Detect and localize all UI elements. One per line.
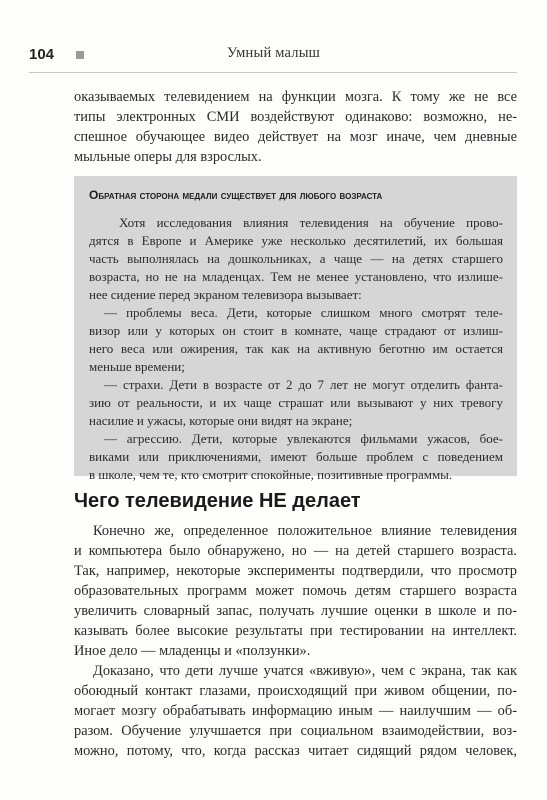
sidebar-line: виками или приключениями, имеют больше проблем с поведением: [89, 449, 503, 464]
text-line: разом. Обучение улучшается при социальном взаимодействии, воз-: [74, 723, 517, 739]
header-rule: [29, 72, 517, 73]
sidebar-line: дятся в Европе и Америке уже несколько десятилетий, их большая: [89, 233, 503, 248]
text-line: типы электронных СМИ воздействуют одинаково: возможно, не-: [74, 109, 517, 125]
section-heading: Чего телевидение НЕ делает: [74, 490, 361, 512]
sidebar-box: [74, 176, 517, 482]
sidebar-line: нее сидение перед экраном телевизора вызывает:: [89, 287, 362, 302]
text-line: обоюдный контакт глазами, происходящий при живом общении, по-: [74, 683, 517, 699]
sidebar-line: в школе, чем те, кто смотрит спокойные, позитивные программы.: [89, 467, 453, 482]
sidebar-line: него веса или ожирения, так как на активную беготню им остается: [89, 341, 503, 356]
text-line: можно, потому, что, когда рассказ читает сидящий рядом человек,: [74, 743, 517, 759]
sidebar-line: визор или у которых он стоит в комнате, чаще страдают от излиш-: [89, 323, 503, 338]
text-line: Доказано, что дети лучше учатся «вживую», чем с экрана, так как: [93, 663, 517, 679]
sidebar-line: часть выполнялась на дошкольниках, а чаще — на детях старшего: [89, 251, 503, 266]
sidebar-line: — проблемы веса. Дети, которые слишком много смотрят теле-: [104, 305, 503, 320]
sidebar-line: насилие и ужасы, которые они видят на экране;: [89, 413, 353, 428]
text-line: Иное дело — младенцы и «ползунки».: [74, 643, 311, 659]
text-line: Конечно же, определенное положительное влияние телевидения: [93, 523, 517, 539]
sidebar-line: зию от реальности, и их чаще страшат или вызывают у них тревогу: [89, 395, 503, 410]
sidebar-title: Обратная сторона медали существует для любого возраста: [89, 188, 383, 202]
sidebar-line: меньше времени;: [89, 359, 185, 374]
sidebar-line: — страхи. Дети в возрасте от 2 до 7 лет не могут отделить фанта-: [104, 377, 503, 392]
text-line: Так, например, некоторые эксперименты подтвердили, что просмотр: [74, 563, 517, 579]
text-line: увеличить словарный запас, получать лучшие оценки в школе и по-: [74, 603, 517, 619]
sidebar-line: возраста, но не на младенцах. Тем не менее установлено, что излише-: [89, 269, 503, 284]
intro-paragraph: [74, 87, 517, 167]
text-line: образовательных программ может помочь детям старшего возраста: [74, 583, 517, 599]
text-line: и компьютера было обнаружено, но — на детей старшего возраста.: [74, 543, 517, 559]
sidebar-line: Хотя исследования влияния телевидения на обучение прово-: [119, 215, 503, 230]
running-head: Умный малыш: [226, 45, 321, 61]
text-line: спешное обучающее видео действует на мозг иначе, чем дневные: [74, 129, 517, 145]
text-line: мыльные оперы для взрослых.: [74, 149, 262, 165]
text-line: оказываемых телевидением на функции мозга. К тому же не все: [74, 89, 517, 105]
page-number: 104: [29, 46, 55, 63]
text-line: могает мозгу обрабатывать информацию иным — наилучшим — об-: [74, 703, 517, 719]
section-body: [74, 521, 517, 761]
sidebar-line: — агрессию. Дети, которые увлекаются фильмами ужасов, бое-: [104, 431, 503, 446]
text-line: казывать более высокие результаты при тестировании на интеллект.: [74, 623, 517, 639]
